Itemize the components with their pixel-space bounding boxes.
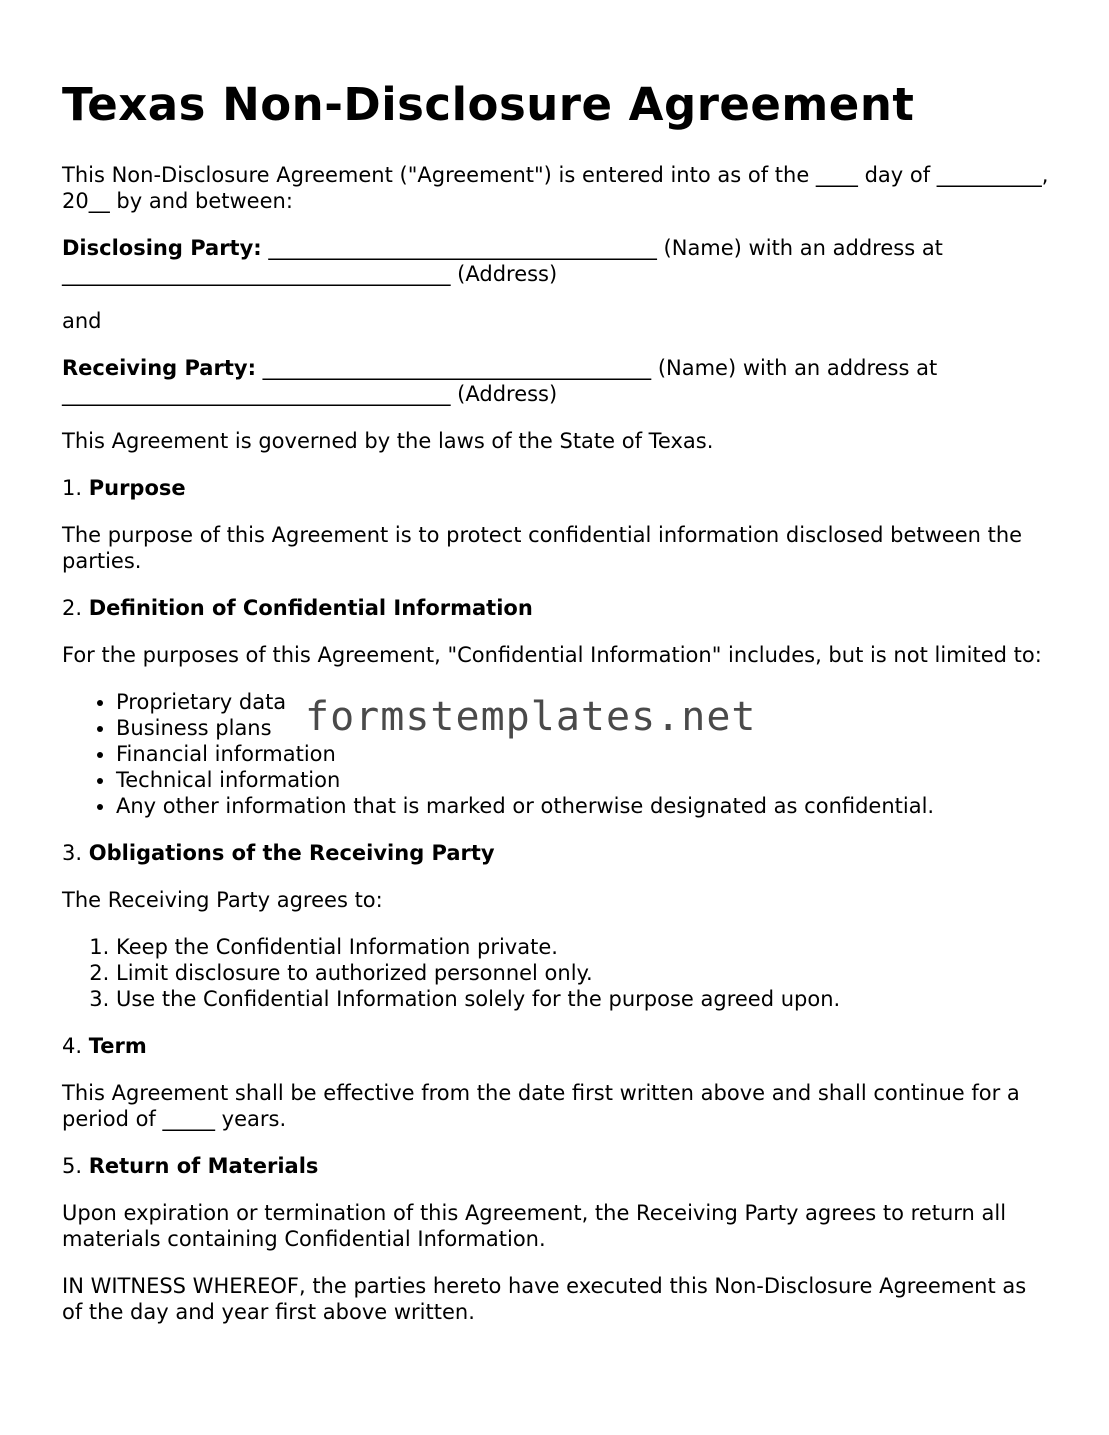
- section-5-heading: [62, 1153, 1052, 1179]
- section-4-body: This Agreement shall be effective from the date first written above and shall continue for a period of _____ years.: [62, 1081, 1020, 1131]
- disclosing-party-paragraph: [62, 235, 1052, 287]
- receiving-party-label: Receiving Party:: [62, 356, 256, 380]
- governing-law-paragraph: This Agreement is governed by the laws of the State of Texas.: [62, 429, 714, 453]
- list-item: • Proprietary data: [116, 689, 1052, 715]
- list-item: • Any other information that is marked or otherwise designated as confidential.: [116, 793, 1052, 819]
- disclosing-party-text: _____________________________________ (Name) with an address at _____________________________________ (Address): [62, 236, 943, 286]
- section-2-number: 2.: [62, 596, 83, 620]
- list-item: • Technical information: [116, 767, 1052, 793]
- section-2-heading: [62, 595, 1052, 621]
- section-4-number: 4.: [62, 1034, 83, 1058]
- section-3-title: Obligations of the Receiving Party: [88, 841, 495, 865]
- section-3-number: 3.: [62, 841, 83, 865]
- witness-paragraph: IN WITNESS WHEREOF, the parties hereto have executed this Non-Disclosure Agreement as of the day and year first above written.: [62, 1274, 1027, 1324]
- list-item: 1. Keep the Confidential Information private.: [116, 934, 1052, 960]
- and-text: and: [62, 309, 102, 333]
- section-3-body: The Receiving Party agrees to:: [62, 888, 383, 912]
- section-1-body: The purpose of this Agreement is to protect confidential information disclosed between the parties.: [62, 523, 1023, 573]
- section-5-number: 5.: [62, 1154, 83, 1178]
- section-1-title: Purpose: [88, 476, 186, 500]
- receiving-party-paragraph: [62, 355, 1052, 407]
- list-item: • Business plans: [116, 715, 1052, 741]
- list-item: 2. Limit disclosure to authorized personnel only.: [116, 960, 1052, 986]
- obligations-list: [62, 934, 1052, 1012]
- section-3-heading: [62, 840, 1052, 866]
- receiving-party-text: _____________________________________ (Name) with an address at _____________________________________ (Address): [62, 356, 938, 406]
- list-item: • Financial information: [116, 741, 1052, 767]
- list-item: 3. Use the Confidential Information solely for the purpose agreed upon.: [116, 986, 1052, 1012]
- document-title: Texas Non-Disclosure Agreement: [62, 78, 915, 131]
- watermark: formstemplates.net: [305, 694, 757, 740]
- disclosing-party-label: Disclosing Party:: [62, 236, 262, 260]
- section-2-body: For the purposes of this Agreement, "Confidential Information" includes, but is not limited to:: [62, 643, 1042, 667]
- section-4-title: Term: [88, 1034, 147, 1058]
- section-4-heading: [62, 1033, 1052, 1059]
- intro-paragraph: This Non-Disclosure Agreement ("Agreement") is entered into as of the ____ day of __________, 20__ by and between:: [62, 163, 1049, 213]
- section-5-title: Return of Materials: [88, 1154, 319, 1178]
- section-1-heading: [62, 475, 1052, 501]
- section-5-body: Upon expiration or termination of this Agreement, the Receiving Party agrees to return all materials containing Confidential Information.: [62, 1201, 1007, 1251]
- section-1-number: 1.: [62, 476, 83, 500]
- section-2-title: Definition of Confidential Information: [88, 596, 533, 620]
